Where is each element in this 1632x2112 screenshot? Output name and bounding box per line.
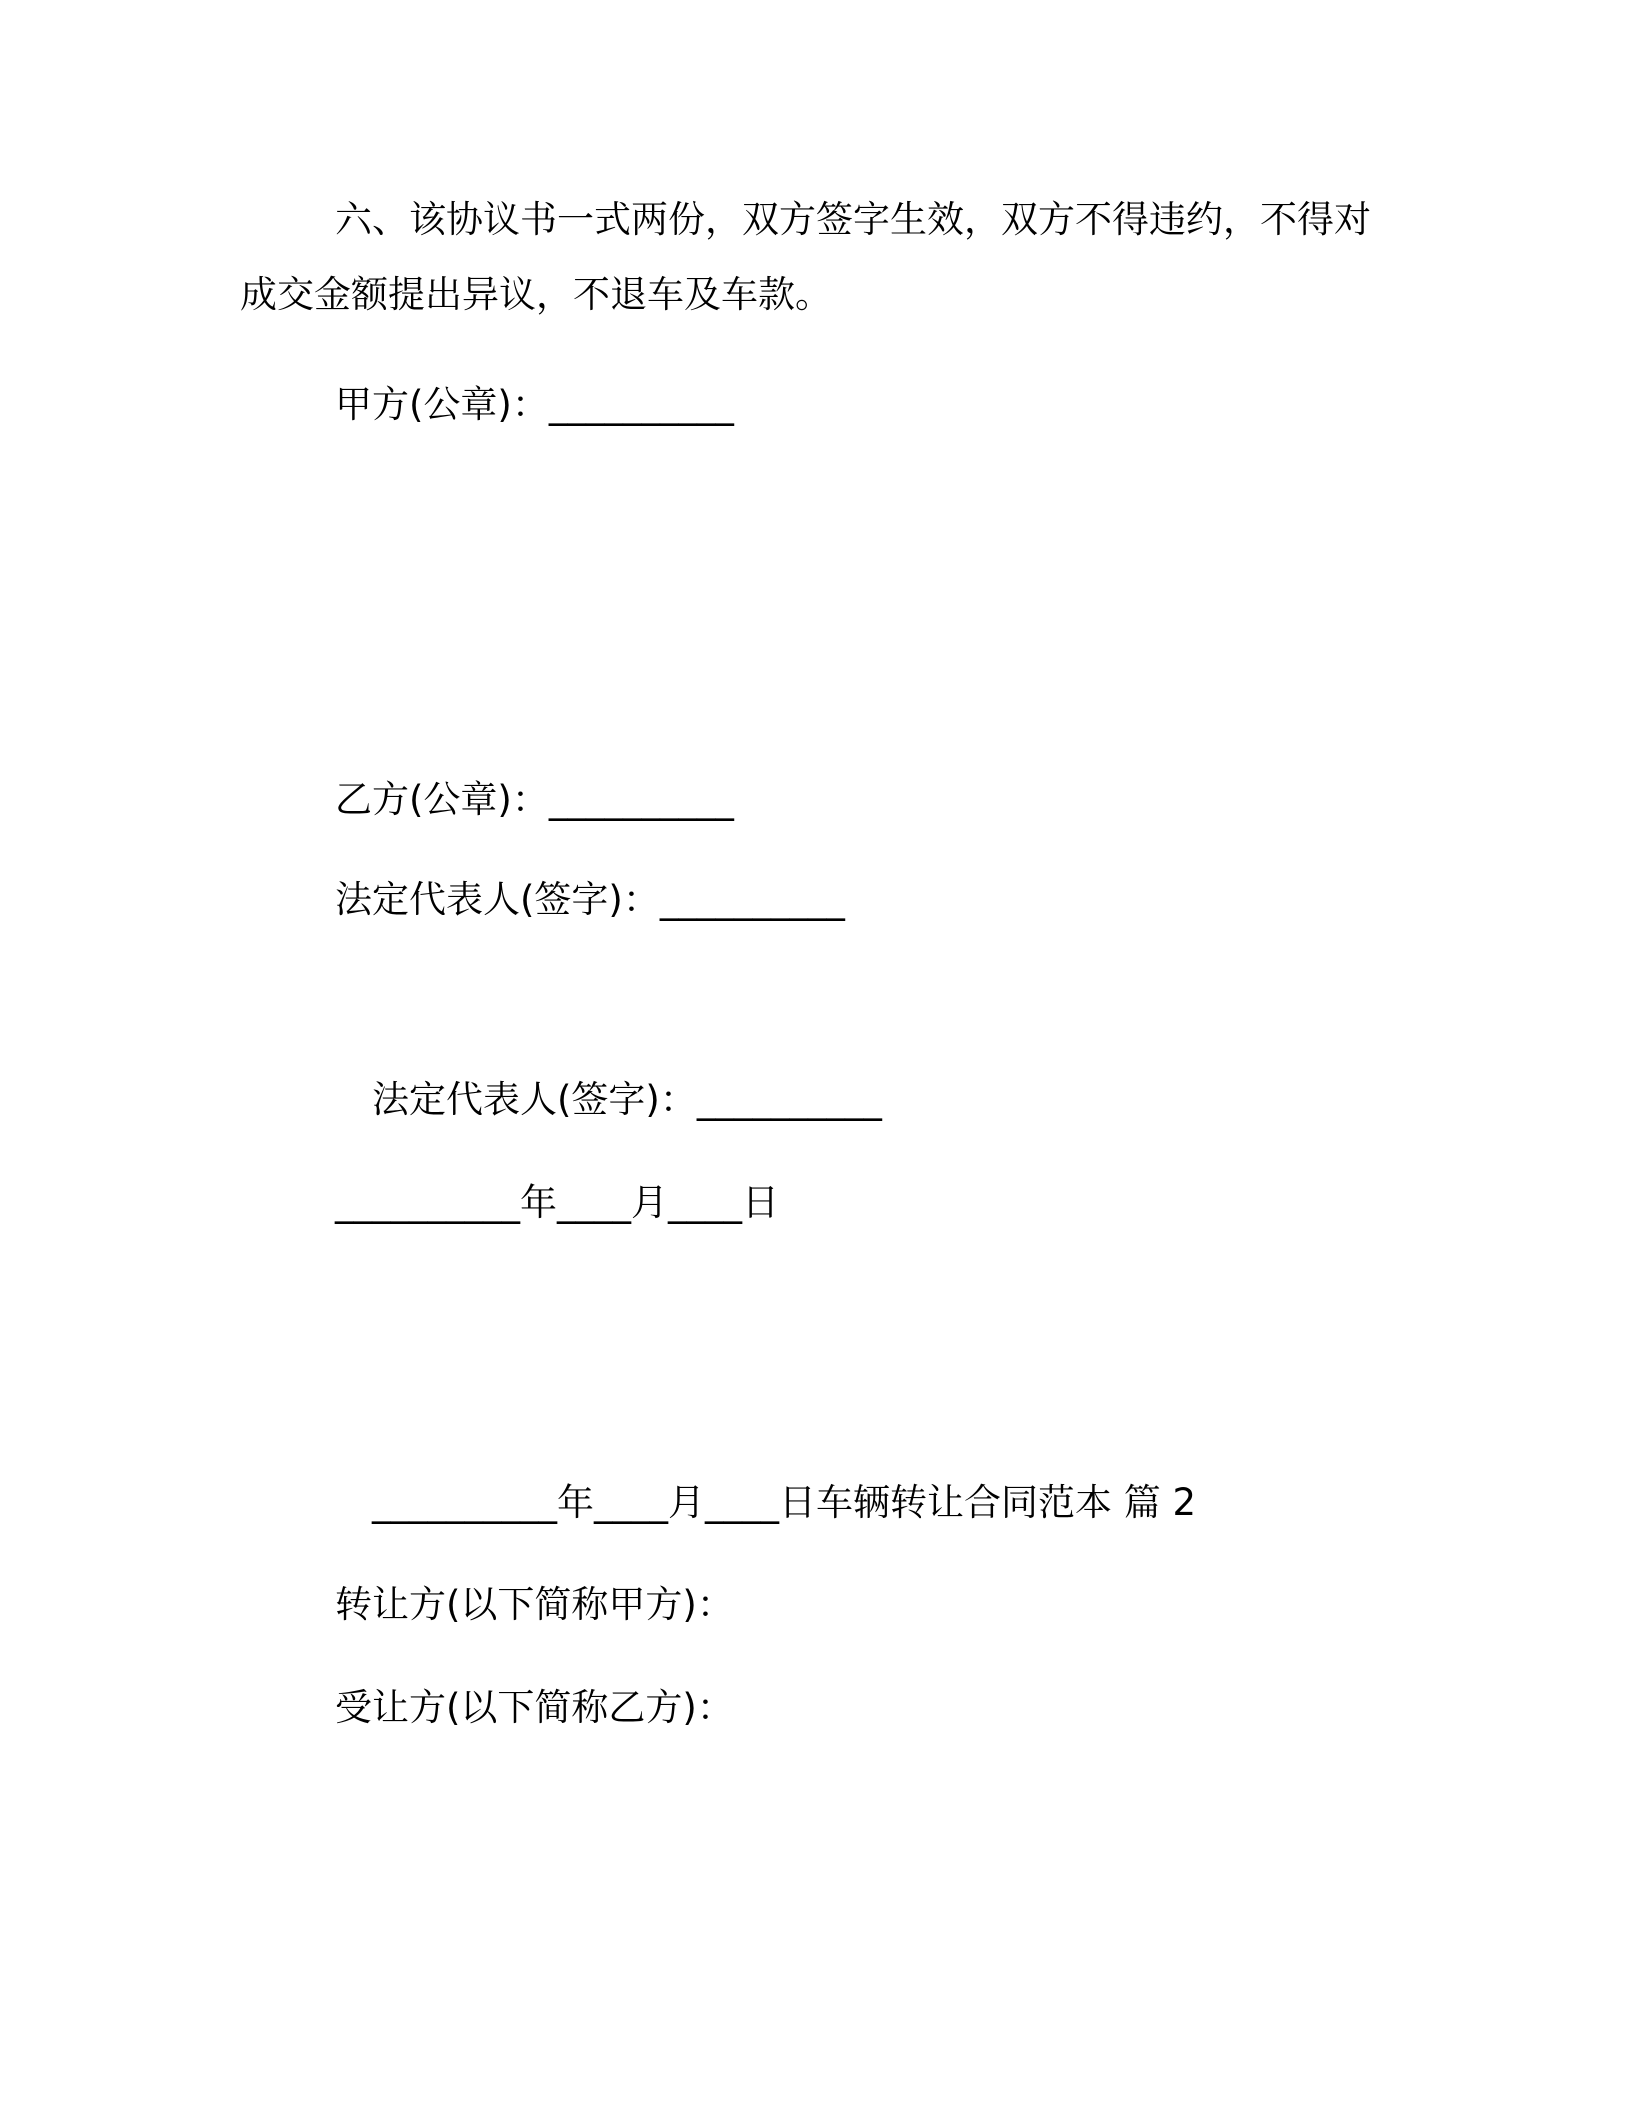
transferor-line: 转让方(以下简称甲方)： — [335, 1583, 734, 1626]
party-b-seal-line: 乙方(公章)：__________ — [335, 778, 734, 821]
section-2-heading: __________年____月____日车辆转让合同范本 篇 2 — [372, 1481, 1197, 1524]
transferee-line: 受让方(以下简称乙方)： — [335, 1686, 734, 1729]
clause-six-line-2: 成交金额提出异议，不退车及车款。 — [240, 273, 832, 316]
date-line: __________年____月____日 — [335, 1181, 779, 1224]
legal-representative-line-2: 法定代表人(签字)：__________ — [372, 1078, 882, 1121]
legal-representative-line-1: 法定代表人(签字)：__________ — [335, 878, 845, 921]
party-a-seal-line: 甲方(公章)：__________ — [335, 383, 734, 426]
clause-six-line-1: 六、该协议书一式两份，双方签字生效，双方不得违约，不得对 — [335, 198, 1371, 241]
